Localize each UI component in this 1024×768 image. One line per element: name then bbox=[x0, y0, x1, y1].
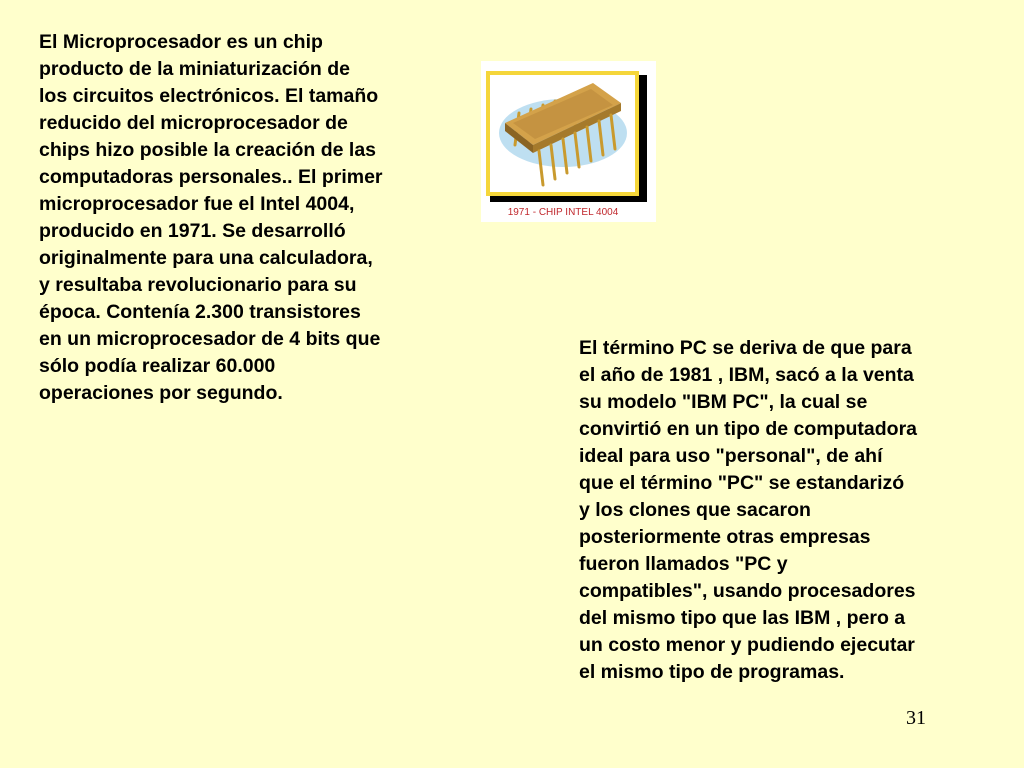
text-line: del mismo tipo que las IBM , pero a bbox=[579, 607, 906, 629]
paragraph-pc-term bbox=[579, 335, 917, 686]
text-line: originalmente para una calculadora, bbox=[39, 247, 373, 269]
text-line: operaciones por segundo. bbox=[39, 382, 283, 404]
text-line: un costo menor y pudiendo ejecutar bbox=[579, 634, 915, 656]
text-line: producido en 1971. Se desarrolló bbox=[39, 220, 346, 242]
text-line: los circuitos electrónicos. El tamaño bbox=[39, 85, 379, 107]
paragraph-microprocessor bbox=[39, 29, 383, 407]
text-line: microprocesador fue el Intel 4004, bbox=[39, 193, 355, 215]
text-line: el año de 1981 , IBM, sacó a la venta bbox=[579, 364, 914, 386]
text-line: reducido del microprocesador de bbox=[39, 112, 348, 134]
text-line: su modelo "IBM PC", la cual se bbox=[579, 391, 868, 413]
text-line: fueron llamados "PC y bbox=[579, 553, 788, 575]
chip-intel-4004-image bbox=[481, 61, 656, 222]
text-line: ideal para uso "personal", de ahí bbox=[579, 445, 883, 467]
text-line: en un microprocesador de 4 bits que bbox=[39, 328, 381, 350]
text-line: época. Contenía 2.300 transistores bbox=[39, 301, 361, 323]
text-line: El término PC se deriva de que para bbox=[579, 337, 912, 359]
chip-illustration bbox=[481, 61, 656, 222]
text-line: y resultaba revolucionario para su bbox=[39, 274, 357, 296]
text-line: producto de la miniaturización de bbox=[39, 58, 350, 80]
text-line: y los clones que sacaron bbox=[579, 499, 811, 521]
text-line: computadoras personales.. El primer bbox=[39, 166, 383, 188]
text-line: chips hizo posible la creación de las bbox=[39, 139, 377, 161]
text-line: que el término "PC" se estandarizó bbox=[579, 472, 905, 494]
text-line: El Microprocesador es un chip bbox=[39, 31, 323, 53]
text-line: sólo podía realizar 60.000 bbox=[39, 355, 276, 377]
text-line: compatibles", usando procesadores bbox=[579, 580, 916, 602]
slide-number: 31 bbox=[906, 707, 926, 729]
text-line: convirtió en un tipo de computadora bbox=[579, 418, 918, 440]
text-line: el mismo tipo de programas. bbox=[579, 661, 845, 683]
text-line: posteriormente otras empresas bbox=[579, 526, 871, 548]
chip-caption: 1971 - CHIP INTEL 4004 bbox=[507, 207, 619, 218]
